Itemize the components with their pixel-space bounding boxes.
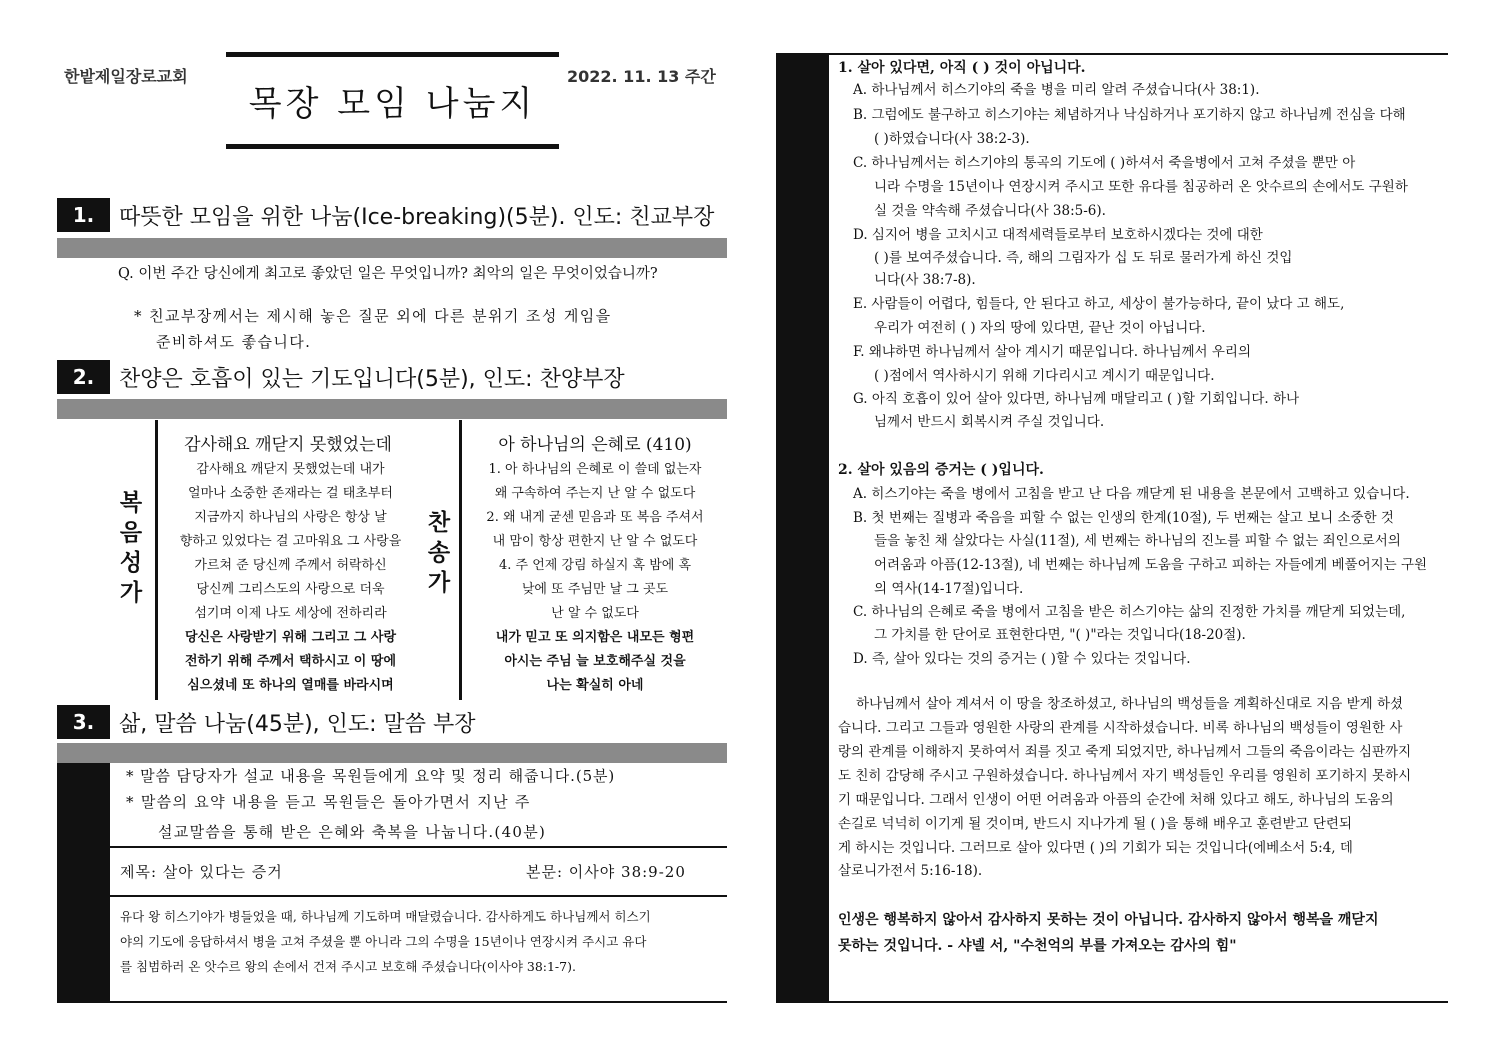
lyric-line: 감사해요 깨닫지 못했었는데 내가 [196,462,385,477]
left-page-bottom-rule [57,1001,727,1003]
lyric-line: 가르쳐 준 당신께 주께서 허락하신 [194,558,387,573]
lyric-line: 지금까지 하나님의 사랑은 항상 날 [194,510,387,525]
lyric-line: 난 알 수 없도다 [551,606,639,621]
section-2-bar [57,399,727,419]
sermon-scripture: 본문: 이사야 38:9-20 [526,863,686,881]
lyric-line: 나는 확실히 아네 [546,678,644,693]
bulletin-date: 2022. 11. 13 주간 [567,67,716,86]
paragraph-line: 기 때문입니다. 그래서 인생이 어떤 어려움과 아픔의 순간에 처해 있다고 해도, 하나님의 도움의 [838,792,1394,808]
section-1-title: 따뜻한 모임을 위한 나눔(Ice-breaking)(5분). 인도: 친교부장 [119,205,715,230]
point-1-line: D. 심지어 병을 고치시고 대적세력들로부터 보호하시겠다는 것에 대한 [853,227,1263,243]
paragraph-line: 하나님께서 살아 계셔서 이 땅을 창조하셨고, 하나님의 백성들을 계획하신대로 지음 받게 하셨 [856,696,1404,712]
sermon-rule-bottom [110,895,727,897]
lyric-line: 내가 믿고 또 의지함은 내모든 형편 [495,630,695,645]
point-2-line: B. 첫 번째는 질병과 죽음을 피할 수 없는 인생의 한계(10절), 두 번째는 살고 보니 소중한 것 [853,510,1394,526]
hymn-label-char: 찬 [427,510,451,536]
lyric-line: 심으셨네 또 하나의 열매를 바라시며 [187,678,394,693]
paragraph-line: 게 하시는 것입니다. 그러므로 살아 있다면 ( )의 기회가 되는 것입니다(에베소서 5:4, 데 [838,840,1353,856]
lyric-line: 향하고 있었다는 걸 고마워요 그 사랑을 [179,534,402,549]
section-2-title: 찬양은 호흡이 있는 기도입니다(5분), 인도: 찬양부장 [119,367,625,392]
section-1-bar [57,238,727,258]
lyric-line: 당신은 사랑받기 위해 그리고 그 사랑 [185,630,396,645]
section-3-bar [57,743,727,763]
gospel-label-char: 음 [119,520,143,546]
point-2-line: 어려움과 아픔(12-13절), 네 번째는 하나님께 도움을 구하고 피하는 자들에게 베풀어지는 구원 [874,557,1428,573]
lyric-line: 아시는 주님 늘 보호해주실 것을 [504,654,686,669]
point-1-line: 니라 수명을 15년이나 연장시켜 주시고 또한 유다를 침공하러 온 앗수르의 손에서도 구원하 [874,179,1408,195]
quote-line: 인생은 행복하지 않아서 감사하지 못하는 것이 아닙니다. 감사하지 않아서 행복을 깨닫지 [838,912,1379,928]
paragraph-line: 살로니가전서 5:16-18). [838,863,983,879]
point-2-line: D. 즉, 살아 있다는 것의 증거는 ( )할 수 있다는 것입니다. [853,651,1191,667]
lyric-line: 섬기며 이제 나도 세상에 전하리라 [194,606,387,621]
paragraph-line: 습니다. 그리고 그들과 영원한 사랑의 관계를 시작하셨습니다. 비록 하나님의 백성들이 영원한 사 [838,720,1403,736]
sermon-summary-line: 를 침범하러 온 앗수르 왕의 손에서 건져 주시고 보호해 주셨습니다(이사야 38:1-7). [120,959,576,974]
point-1-title: 1. 살아 있다면, 아직 ( ) 것이 아닙니다. [838,60,1086,76]
point-1-line: 니다(사 38:7-8). [874,272,976,288]
gospel-song-label [116,488,146,608]
lyric-line: 전하기 위해 주께서 택하시고 이 땅에 [185,654,396,669]
gospel-label-char: 성 [119,550,143,576]
paragraph-line: 랑의 관계를 이해하지 못하여서 죄를 짓고 죽게 되었지만, 하나님께서 그들의 죽음이라는 심판까지 [838,744,1412,760]
section-2-header [57,360,727,394]
song-divider-middle [459,420,462,700]
hymn-label-char: 가 [427,570,451,596]
hymn-label [424,508,454,598]
point-1-line: B. 그럼에도 불구하고 히스기야는 체념하거나 낙심하거나 포기하지 않고 하나님께 전심을 다해 [853,107,1406,123]
lyric-line: 내 맘이 항상 편한지 난 알 수 없도다 [492,534,698,549]
hymn-label-char: 송 [427,540,451,566]
icebreak-note-1: * 친교부장께서는 제시해 놓은 질문 외에 다른 분위기 조성 게임을 [134,307,612,325]
point-1-line: F. 왜냐하면 하나님께서 살아 계시기 때문입니다. 하나님께서 우리의 [853,344,1251,360]
section-2-number: 2. [57,360,110,394]
section-1-number: 1. [57,198,110,232]
section-3-spine [57,763,110,1003]
right-page-top-rule [776,53,1448,55]
word-note-1: * 말씀 담당자가 설교 내용을 목원들에게 요약 및 정리 해줍니다.(5분) [126,767,616,785]
gospel-label-char: 복 [119,490,143,516]
lyric-line: 2. 왜 내게 굳센 믿음과 또 복음 주셔서 [486,510,704,525]
icebreak-question: Q. 이번 주간 당신에게 최고로 좋았던 일은 무엇입니까? 최악의 일은 무엇이었습니까? [118,266,658,282]
lyric-line: 당신께 그리스도의 사랑으로 더욱 [196,582,385,597]
point-1-line: A. 하나님께서 히스기야의 죽을 병을 미리 알려 주셨습니다(사 38:1). [853,82,1260,98]
quote-line: 못하는 것입니다. - 샤넬 서, "수천억의 부를 가져오는 감사의 힘" [838,938,1237,954]
lyric-line: 낮에 또 주님만 날 그 곳도 [521,582,669,597]
lyric-line: 얼마나 소중한 존재라는 걸 태초부터 [188,486,393,501]
paragraph-line: 도 친히 감당해 주시고 구원하셨습니다. 하나님께서 자기 백성들인 우리를 영원히 포기하지 못하시 [838,768,1412,784]
point-2-title: 2. 살아 있음의 증거는 ( )입니다. [838,462,1044,478]
point-2-line: 그 가치를 한 단어로 표현한다면, "( )"라는 것입니다(18-20절). [874,627,1246,643]
gospel-label-char: 가 [119,580,143,606]
lyric-line: 왜 구속하여 주는지 난 알 수 없도다 [494,486,696,501]
point-1-line: ( )하였습니다(사 38:2-3). [874,131,1030,147]
section-3-title: 삶, 말씀 나눔(45분), 인도: 말씀 부장 [119,712,476,737]
church-name: 한밭제일장로교회 [64,67,188,86]
point-1-line: ( )점에서 역사하시기 위해 기다리시고 계시기 때문입니다. [874,368,1215,384]
point-2-line: 들을 놓친 채 살았다는 사실(11절), 세 번째는 하나님의 진노를 피할 수 없는 죄인으로서의 [874,533,1401,549]
point-1-line: G. 아직 호흡이 있어 살아 있다면, 하나님께 매달리고 ( )할 기회입니다. 하나 [853,391,1300,407]
sermon-summary-line: 유다 왕 히스기야가 병들었을 때, 하나님께 기도하며 매달렸습니다. 감사하게도 하나님께서 히스기 [120,909,651,924]
point-1-line: E. 사람들이 어렵다, 힘들다, 안 된다고 하고, 세상이 불가능하다, 끝이 났다 고 해도, [853,296,1345,312]
sermon-title: 제목: 살아 있다는 증거 [120,863,283,881]
sermon-rule-top [110,846,727,848]
title-rule-bottom [226,144,559,149]
lyric-line: 4. 주 언제 강림 하실지 혹 밤에 혹 [498,558,692,573]
hymn-title: 아 하나님의 은혜로 (410) [498,435,692,455]
point-2-line: 의 역사(14-17절)입니다. [874,581,1024,597]
section-3-header [57,705,727,739]
word-note-3: 설교말씀을 통해 받은 은혜와 축복을 나눕니다.(40분) [158,823,547,841]
right-page-bottom-rule [776,1001,1448,1003]
point-1-line: ( )를 보여주셨습니다. 즉, 해의 그림자가 십 도 뒤로 물러가게 하신 것입 [874,250,1293,266]
right-page-spine [776,55,829,1003]
point-2-line: C. 하나님의 은혜로 죽을 병에서 고침을 받은 히스기야는 삶의 진정한 가치를 깨닫게 되었는데, [853,604,1406,620]
point-2-line: A. 히스기야는 죽을 병에서 고침을 받고 난 다음 깨닫게 된 내용을 본문에서 고백하고 있습니다. [853,486,1410,502]
point-1-line: 님께서 반드시 회복시켜 주실 것입니다. [874,414,1105,430]
section-3-number: 3. [57,705,110,739]
lyric-line: 1. 아 하나님의 은혜로 이 쓸데 없는자 [488,462,702,477]
icebreak-note-2: 준비하셔도 좋습니다. [156,333,312,351]
point-1-line: 실 것을 약속해 주셨습니다(사 38:5-6). [874,203,1106,219]
word-note-2: * 말씀의 요약 내용을 듣고 목원들은 돌아가면서 지난 주 [126,793,531,811]
section-1-header [57,198,727,232]
title-rule-top [226,52,559,57]
point-1-line: 우리가 여전히 ( ) 자의 땅에 있다면, 끝난 것이 아닙니다. [874,320,1206,336]
paragraph-line: 손길로 넉넉히 이기게 될 것이며, 반드시 지나가게 될 ( )을 통해 배우고 훈련받고 단련되 [838,816,1353,832]
page-title: 목장 모임 나눔지 [248,84,537,124]
point-1-line: C. 하나님께서는 히스기야의 통곡의 기도에 ( )하셔서 죽을병에서 고쳐 주셨을 뿐만 아 [853,155,1356,171]
gospel-song-title: 감사해요 깨닫지 못했었는데 [184,435,392,455]
sermon-summary-line: 야의 기도에 응답하셔서 병을 고쳐 주셨을 뿐 아니라 그의 수명을 15년이나 연장시켜 주시고 유다 [120,934,647,949]
